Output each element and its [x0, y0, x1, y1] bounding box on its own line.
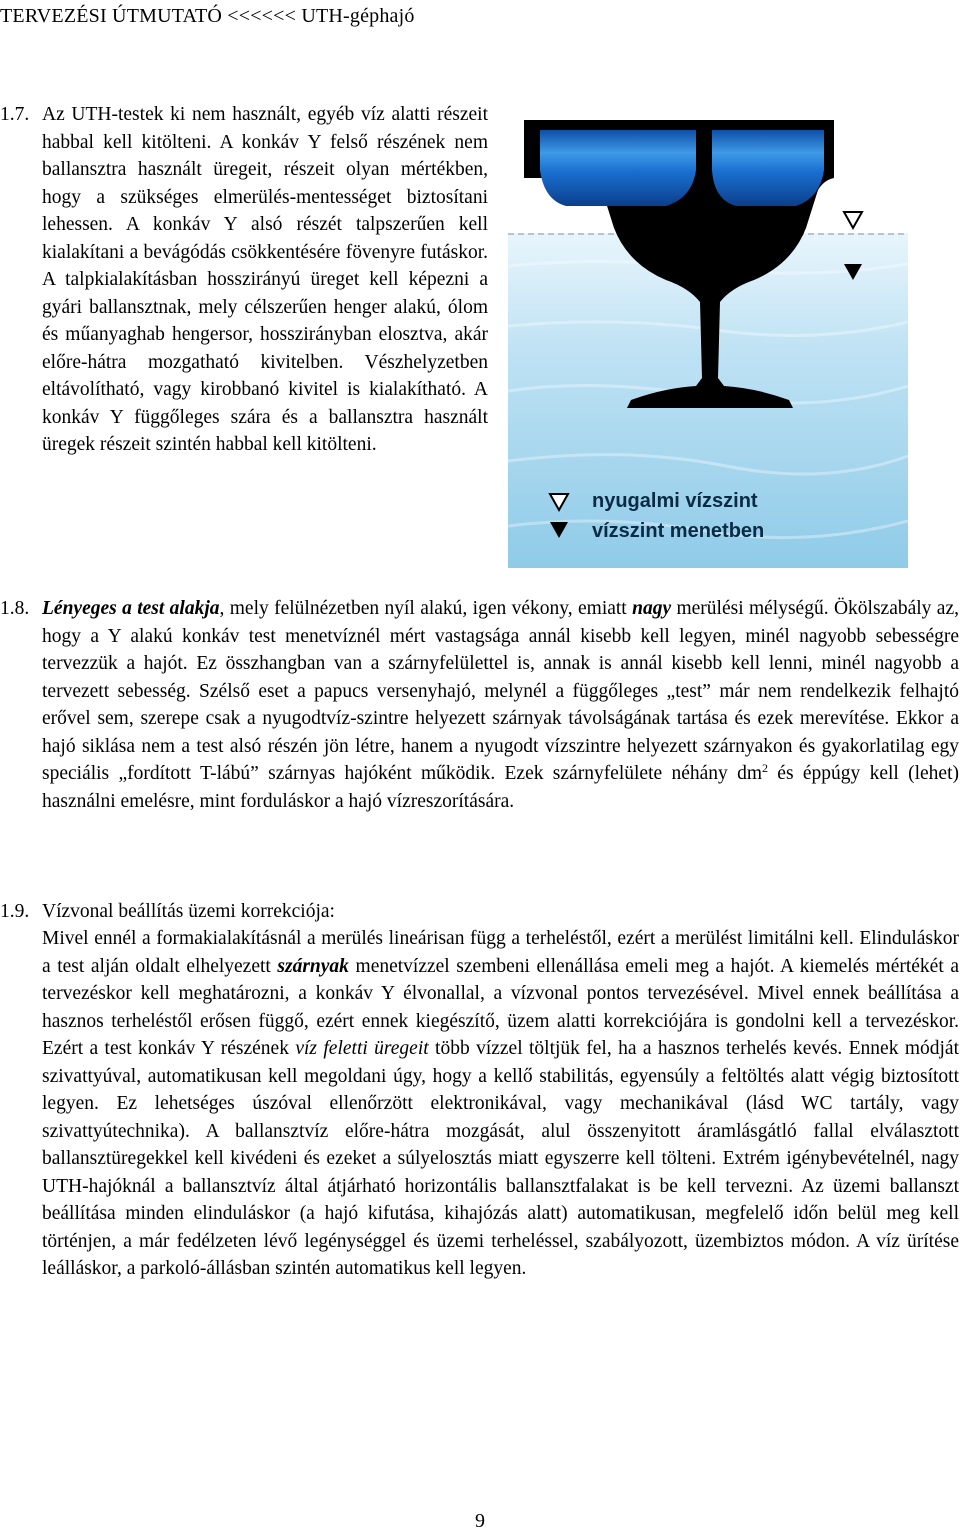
page-number: 9 [475, 1510, 485, 1532]
section-1-7-text: Az UTH-testek ki nem használt, egyéb víz alatti részeit habbal kell kitölteni. A konkáv Y felső részének nem ballansztra használt üregeit, részeit olyan mértékben, hogy a szükséges elmerülés-mentességet biztosítani lehessen. A konkáv Y alsó részét talpszerűen kell kialakítani a bevágódás csökkentésére fövenyre futáskor. A talpkialakításban hosszirányú üreget kell képezni a gyári ballansztnak, mely célszerűen henger alakú, ólom és műanyaghab hengersor, hosszirányban elosztva, akár előre-hátra mozgatható kivitelben. Vészhelyzetben eltávolítható, vagy kirobbanó kivitel is kialakítható. A konkáv Y függőleges szára és a ballansztra használt üregek részeit szintén habbal kell kitölteni. [42, 104, 488, 455]
hull-waterline-figure [506, 116, 908, 570]
section-1-9-part2: menetvízzel szembeni ellenállása emeli meg a hajót. A kiemelés mértékét a tervezéskor kell meghatározni, a konkáv Y élvonallal, a vízvonal pontos tervezésével. Mivel ennek beállítása a hasznos terheléstől erősen függő, ezért ennek kiegészítő, üzem alatti korrekciójára is gondolni kell a tervezéskor. Ezért a test konkáv Y részének [42, 955, 959, 1059]
section-1-9-text [42, 925, 959, 1283]
hull-waterline-diagram [506, 116, 908, 570]
section-1-8-superscript: 2 [762, 761, 768, 775]
section-1-8-text [42, 595, 959, 815]
rest-level-marker [844, 212, 862, 228]
section-number-1-9: 1.9. [0, 901, 30, 922]
ballast-tank-right [712, 130, 824, 206]
section-1-8-part2: merülési mélységű. Ökölszabály az, hogy a Y alakú konkáv test menetvíznél mért vastagsága annál kisebb kell legyen, minél nagyobb sebességre tervezzük a hajót. Ez összhangban van a szárnyfelülettel is, annak is annál kisebb kell lenni, minél nagyobb a tervezett sebesség. Szélső eset a papucs versenyhajó, melynél a függőleges „test” már nem rendelkezik felhajtó erővel sem, szerepe csak a nyugodtvíz-szintre helyezett szárnyak távolságának tartása és ezek merevítése. Ekkor a hajó siklása nem a test alsó részén jön létre, hanem a nyugodt vízszintre helyezett szárnyakon és gyakorlatilag egy speciális „fordított T-lábú” szárnyas hajóként működik. Ezek szárnyfelülete néhány dm [42, 598, 959, 784]
running-header: TERVEZÉSI ÚTMUTATÓ <<<<<< UTH-géphajó [0, 5, 415, 27]
section-1-9-heading: Vízvonal beállítás üzemi korrekciója: [42, 901, 335, 922]
section-1-9-bold: szárnyak [277, 955, 349, 977]
section-1-9-part1: Mivel ennél a formakialakításnál a merülés lineárisan függ a terheléstől, ezért a merülést limitálni kell. Elinduláskor a test alján oldalt elhelyezett [42, 928, 959, 977]
section-1-9-italic: víz feletti üregeit [295, 1038, 429, 1059]
section-number-1-8: 1.8. [0, 598, 30, 619]
legend-rest-label: nyugalmi vízszint [592, 490, 758, 512]
section-1-9-part3: több vízzel töltjük fel, ha a hasznos terhelés kevés. Ennek módját szivattyúval, automatikusan kell megoldani úgy, hogy a kellő stabilitás, egyensúly a feltöltés alatt végig biztosított legyen. Ez lehetséges úszóval ellenőrzött elektronikával, vagy mechanikával (lásd WC tartály, vagy szivattyútechnika). A ballansztvíz előre-hátra mozgását, alul összenyitott áramlásgátló fallal elválasztott ballansztüregekkel kell kivédeni és ezeket a súlyelosztás miatt egyszerre kell tölteni. Extrém igénybevételnél, nagy UTH-hajóknál a ballansztvíz által átjárható horizontális ballansztfalakat is be kell tervezni. Az üzemi ballanszt beállítása minden elinduláskor (a hajó kifutása, kihajózás alatt) automatikusan, megfelelő időn belül meg kell történjen, a már fedélzeten lévő legénységgel és üzemi terheléssel, szabályozott, üzembiztos módon. A víz ürítése leálláskor, a parkoló-állásban szintén automatikus kell legyen. [42, 1038, 959, 1279]
section-1-8-lead: Lényeges a test alakja [42, 598, 220, 619]
section-1-8-bold: nagy [632, 598, 672, 619]
section-1-8-part3: és éppúgy kell (lehet) használni emelésre, mint forduláskor a hajó vízreszorítására. [42, 763, 959, 812]
legend-moving-label: vízszint menetben [592, 520, 765, 542]
section-1-8-part1: , mely felülnézetben nyíl alakú, igen vékony, emiatt [219, 598, 633, 619]
section-number-1-7: 1.7. [0, 104, 30, 125]
ballast-tank-left [540, 130, 696, 206]
